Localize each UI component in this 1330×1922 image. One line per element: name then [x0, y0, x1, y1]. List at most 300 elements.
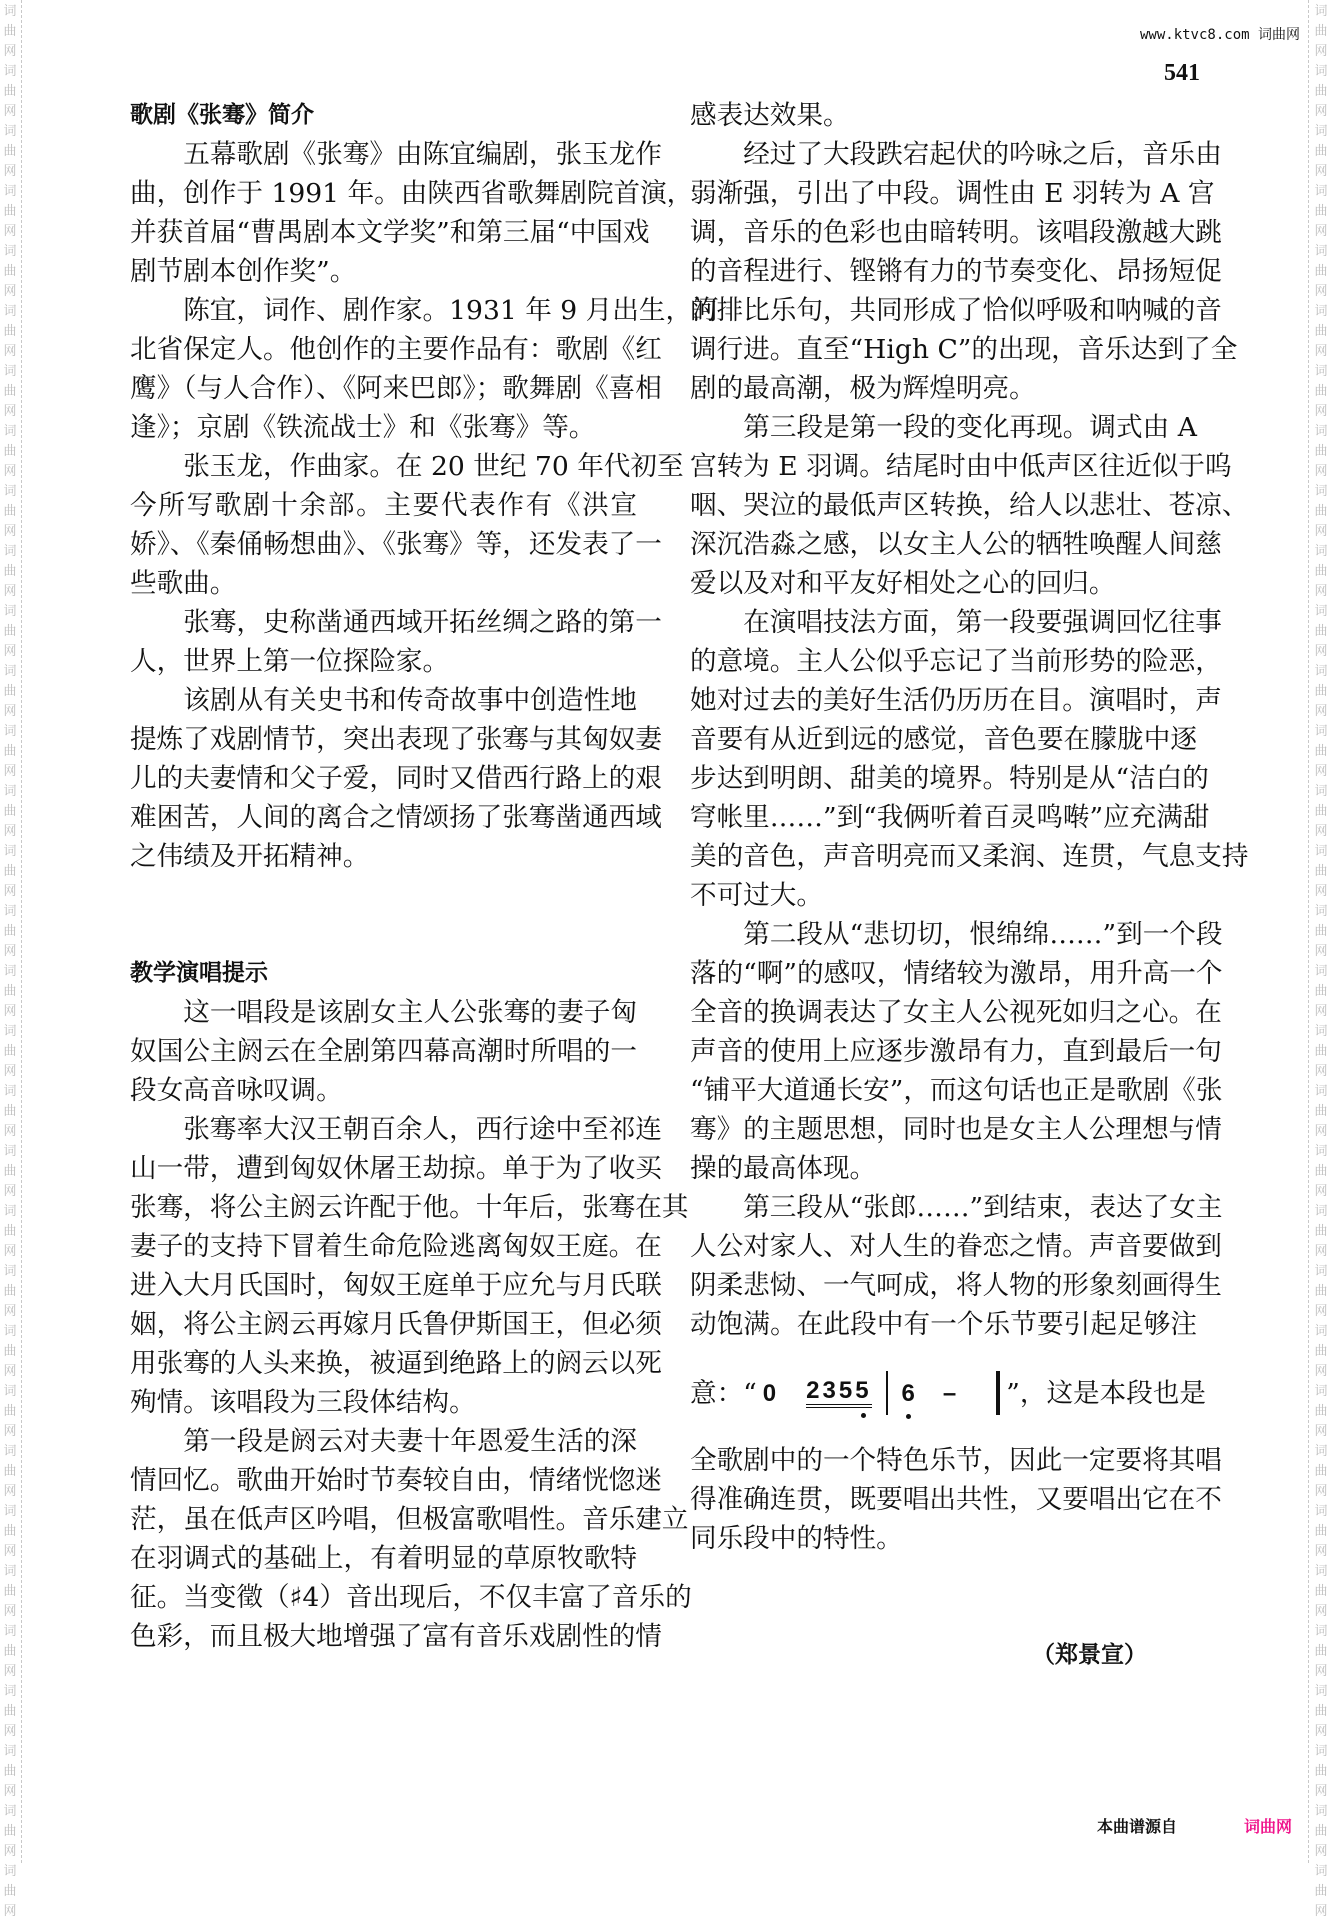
- text-line: 步达到明朗、甜美的境界。特别是从“洁白的: [690, 763, 1209, 794]
- text-line: 用张骞的人头来换，被逼到绝路上的阏云以死: [130, 1348, 662, 1379]
- watermark-char: 曲: [1314, 504, 1328, 519]
- bar-line: [886, 1371, 888, 1415]
- watermark-char: 曲: [1314, 864, 1328, 879]
- text-line: 的排比乐句，共同形成了恰似呼吸和呐喊的音: [690, 295, 1222, 326]
- watermark-char: 曲: [1314, 1404, 1328, 1419]
- watermark-char: 网: [1314, 1844, 1328, 1859]
- watermark-char: 词: [3, 1864, 17, 1879]
- watermark-char: 网: [1314, 1784, 1328, 1799]
- watermark-char: 曲: [3, 564, 17, 579]
- text-line: 调行进。直至“High C”的出现，音乐达到了全: [690, 334, 1238, 365]
- watermark-char: 词: [1314, 1024, 1328, 1039]
- watermark-char: 网: [3, 464, 17, 479]
- watermark-char: 曲: [3, 924, 17, 939]
- watermark-char: 网: [1314, 104, 1328, 119]
- watermark-char: 曲: [3, 264, 17, 279]
- watermark-char: 词: [1314, 484, 1328, 499]
- text-line: 些歌曲。: [130, 568, 237, 599]
- watermark-char: 网: [1314, 1664, 1328, 1679]
- text-line: 深沉浩淼之感，以女主人公的牺牲唤醒人间慈: [690, 529, 1222, 560]
- text-line: 殉情。该唱段为三段体结构。: [130, 1387, 476, 1418]
- text-line: 色彩，而且极大地增强了富有音乐戏剧性的情: [130, 1621, 662, 1652]
- watermark-char: 词: [1314, 364, 1328, 379]
- text-line: 落的“啊”的感叹，情绪较为激昂，用升高一个: [690, 958, 1223, 989]
- watermark-char: 词: [3, 304, 17, 319]
- watermark-char: 词: [1314, 964, 1328, 979]
- watermark-char: 网: [1314, 524, 1328, 539]
- watermark-char: 曲: [1314, 744, 1328, 759]
- watermark-char: 网: [1314, 344, 1328, 359]
- text-line: 爱以及对和平友好相处之心的回归。: [690, 568, 1116, 599]
- sustain-dash: –: [942, 1379, 957, 1407]
- watermark-char: 网: [1314, 464, 1328, 479]
- watermark-char: 网: [3, 1844, 17, 1859]
- watermark-char: 网: [1314, 1544, 1328, 1559]
- spacer: [130, 876, 637, 954]
- text-line: 该剧从有关史书和传奇故事中创造性地: [183, 685, 637, 716]
- watermark-char: 曲: [1314, 1584, 1328, 1599]
- text-line: 的意境。主人公似乎忘记了当前形势的险恶，: [690, 646, 1222, 677]
- watermark-char: 词: [3, 64, 17, 79]
- watermark-char: 曲: [1314, 384, 1328, 399]
- page-number: 541: [1164, 60, 1200, 86]
- paragraph: [690, 135, 1238, 408]
- watermark-char: 曲: [3, 1104, 17, 1119]
- watermark-char: 词: [3, 964, 17, 979]
- text-line: 动饱满。在此段中有一个乐节要引起足够注: [690, 1309, 1197, 1340]
- text-line: 剧的最高潮，极为辉煌明亮。: [690, 373, 1036, 404]
- section-heading: 歌剧《张骞》简介: [130, 102, 314, 128]
- watermark-char: 网: [1314, 584, 1328, 599]
- watermark-char: 曲: [3, 1884, 17, 1899]
- rest-note: 0: [762, 1379, 777, 1407]
- watermark-char: 网: [1314, 764, 1328, 779]
- left-watermark-strip: [0, 0, 20, 1919]
- watermark-char: 词: [3, 844, 17, 859]
- watermark-char: 词: [1314, 604, 1328, 619]
- watermark-char: 词: [1314, 1204, 1328, 1219]
- watermark-char: 词: [3, 244, 17, 259]
- notation-line: [690, 1354, 1207, 1432]
- text-line: 调，音乐的色彩也由暗转明。该唱段激越大跳: [690, 217, 1222, 248]
- watermark-char: 词: [3, 1024, 17, 1039]
- watermark-char: 网: [3, 164, 17, 179]
- watermark-char: 曲: [1314, 924, 1328, 939]
- watermark-char: 词: [1314, 124, 1328, 139]
- text-line: 段女高音咏叹调。: [130, 1075, 343, 1106]
- text-line: 情回忆。歌曲开始时节奏较自由，情绪恍惚迷: [130, 1465, 662, 1496]
- right-column: [690, 96, 1249, 1675]
- watermark-char: 词: [3, 1744, 17, 1759]
- paragraph: [690, 408, 1249, 603]
- watermark-char: 曲: [1314, 324, 1328, 339]
- watermark-char: 词: [3, 484, 17, 499]
- paragraph: [690, 96, 1197, 135]
- watermark-char: 曲: [1314, 444, 1328, 459]
- watermark-char: 词: [1314, 544, 1328, 559]
- watermark-char: 网: [3, 1724, 17, 1739]
- watermark-char: 网: [3, 1424, 17, 1439]
- watermark-char: 网: [1314, 824, 1328, 839]
- watermark-char: 词: [1314, 1264, 1328, 1279]
- watermark-char: 网: [1314, 1304, 1328, 1319]
- text-line: 人公对家人、对人生的眷恋之情。声音要做到: [690, 1231, 1222, 1262]
- watermark-char: 网: [1314, 644, 1328, 659]
- watermark-char: 词: [1314, 724, 1328, 739]
- watermark-char: 词: [3, 364, 17, 379]
- paragraph: [130, 291, 719, 447]
- watermark-char: 词: [3, 1324, 17, 1339]
- watermark-char: 曲: [3, 1464, 17, 1479]
- watermark-char: 词: [1314, 184, 1328, 199]
- watermark-char: 词: [1314, 304, 1328, 319]
- watermark-char: 曲: [3, 1044, 17, 1059]
- watermark-char: 曲: [1314, 624, 1328, 639]
- paragraph: [130, 447, 684, 603]
- watermark-char: 词: [1314, 1444, 1328, 1459]
- watermark-char: 词: [3, 1564, 17, 1579]
- watermark-char: 网: [1314, 224, 1328, 239]
- text-line: 之伟绩及开拓精神。: [130, 841, 370, 872]
- watermark-char: 词: [1314, 1684, 1328, 1699]
- watermark-char: 网: [3, 1304, 17, 1319]
- paragraph: [130, 1110, 689, 1422]
- watermark-char: 曲: [3, 1584, 17, 1599]
- watermark-char: 曲: [3, 624, 17, 639]
- watermark-char: 词: [1314, 1084, 1328, 1099]
- paragraph: [690, 915, 1223, 1188]
- watermark-char: 曲: [3, 684, 17, 699]
- watermark-char: 网: [1314, 1124, 1328, 1139]
- watermark-char: 网: [3, 404, 17, 419]
- watermark-char: 网: [3, 1364, 17, 1379]
- watermark-char: 曲: [3, 1704, 17, 1719]
- watermark-char: 词: [3, 184, 17, 199]
- watermark-char: 曲: [1314, 1644, 1328, 1659]
- notation-prefix: 意：“: [690, 1377, 757, 1409]
- watermark-char: 网: [3, 1124, 17, 1139]
- site-name: 词曲网: [1258, 27, 1300, 43]
- watermark-char: 曲: [1314, 144, 1328, 159]
- watermark-char: 词: [3, 1084, 17, 1099]
- text-line: 第三段是第一段的变化再现。调式由 A: [743, 412, 1197, 443]
- text-line: 娇》、《秦俑畅想曲》、《张骞》等，还发表了一: [130, 529, 662, 560]
- watermark-char: 网: [1314, 1604, 1328, 1619]
- sixteenth-note-run: 2355: [806, 1378, 871, 1408]
- watermark-char: 词: [1314, 64, 1328, 79]
- watermark-char: 网: [3, 1904, 17, 1919]
- watermark-char: 曲: [3, 384, 17, 399]
- watermark-char: 曲: [3, 1404, 17, 1419]
- text-line: 儿的夫妻情和父子爱，同时又借西行路上的艰: [130, 763, 662, 794]
- watermark-char: 网: [1314, 164, 1328, 179]
- watermark-char: 词: [3, 1624, 17, 1639]
- watermark-char: 网: [1314, 1004, 1328, 1019]
- watermark-char: 词: [3, 664, 17, 679]
- watermark-char: 曲: [1314, 1884, 1328, 1899]
- watermark-char: 网: [3, 1784, 17, 1799]
- watermark-char: 曲: [3, 1644, 17, 1659]
- watermark-char: 网: [3, 344, 17, 359]
- paragraph: [690, 1188, 1223, 1344]
- text-line: 阴柔悲恸、一气呵成，将人物的形象刻画得生: [690, 1270, 1222, 1301]
- watermark-char: 曲: [3, 1344, 17, 1359]
- watermark-char: 网: [3, 584, 17, 599]
- watermark-char: 网: [1314, 1724, 1328, 1739]
- watermark-char: 词: [3, 1684, 17, 1699]
- watermark-char: 曲: [1314, 264, 1328, 279]
- text-line: 征。当变徵（♯4）音出现后，不仅丰富了音乐的: [130, 1582, 692, 1613]
- watermark-char: 网: [1314, 404, 1328, 419]
- text-line: 人，世界上第一位探险家。: [130, 646, 450, 677]
- watermark-char: 曲: [3, 144, 17, 159]
- watermark-char: 词: [1314, 1624, 1328, 1639]
- text-line: 北省保定人。他创作的主要作品有：歌剧《红: [130, 334, 662, 365]
- paragraph: [690, 1441, 1222, 1558]
- watermark-char: 网: [1314, 1484, 1328, 1499]
- watermark-char: 曲: [1314, 84, 1328, 99]
- watermark-char: 曲: [3, 1284, 17, 1299]
- watermark-char: 曲: [3, 744, 17, 759]
- text-line: 全音的换调表达了女主人公视死如归之心。在: [690, 997, 1222, 1028]
- text-line: 姻，将公主阏云再嫁月氏鲁伊斯国王，但必须: [130, 1309, 662, 1340]
- watermark-char: 曲: [3, 1224, 17, 1239]
- watermark-char: 网: [3, 944, 17, 959]
- watermark-char: 曲: [3, 984, 17, 999]
- watermark-char: 曲: [3, 24, 17, 39]
- watermark-char: 网: [1314, 44, 1328, 59]
- text-line: 不可过大。: [690, 880, 823, 911]
- notation-suffix: ”，这是本段也是: [1006, 1377, 1207, 1409]
- text-line: 这一唱段是该剧女主人公张骞的妻子匈: [183, 997, 637, 1028]
- text-line: 奴国公主阏云在全剧第四幕高潮时所唱的一: [130, 1036, 637, 1067]
- watermark-char: 词: [3, 124, 17, 139]
- watermark-char: 曲: [3, 804, 17, 819]
- text-line: 剧节剧本创作奖”。: [130, 256, 357, 287]
- watermark-char: 曲: [1314, 684, 1328, 699]
- left-column: [130, 96, 719, 1656]
- watermark-char: 词: [3, 1804, 17, 1819]
- text-line: 逢》；京剧《铁流战士》和《张骞》等。: [130, 412, 596, 443]
- watermark-char: 曲: [1314, 804, 1328, 819]
- text-line: 曲，创作于 1991 年。由陕西省歌舞剧院首演，: [130, 178, 694, 209]
- watermark-char: 曲: [3, 1824, 17, 1839]
- text-line: 骞》的主题思想，同时也是女主人公理想与情: [690, 1114, 1222, 1145]
- watermark-char: 词: [3, 904, 17, 919]
- watermark-char: 曲: [1314, 1464, 1328, 1479]
- text-line: 经过了大段跌宕起伏的吟咏之后，音乐由: [743, 139, 1222, 170]
- watermark-char: 网: [3, 1004, 17, 1019]
- text-line: 陈宜，词作、剧作家。1931 年 9 月出生，河: [183, 295, 719, 326]
- watermark-char: 词: [1314, 1564, 1328, 1579]
- watermark-char: 曲: [1314, 24, 1328, 39]
- section-heading: 教学演唱提示: [130, 960, 268, 986]
- watermark-char: 曲: [3, 504, 17, 519]
- text-line: 进入大月氏国时，匈奴王庭单于应允与月氏联: [130, 1270, 662, 1301]
- text-line: 第一段是阏云对夫妻十年恩爱生活的深: [183, 1426, 637, 1457]
- watermark-char: 词: [3, 724, 17, 739]
- watermark-char: 词: [1314, 1324, 1328, 1339]
- watermark-char: 曲: [3, 864, 17, 879]
- paragraph: [130, 135, 694, 291]
- watermark-char: 网: [1314, 1064, 1328, 1079]
- watermark-char: 词: [3, 1384, 17, 1399]
- watermark-char: 曲: [3, 1524, 17, 1539]
- watermark-char: 网: [3, 1484, 17, 1499]
- watermark-char: 曲: [1314, 1524, 1328, 1539]
- text-line: 在演唱技法方面，第一段要强调回忆往事: [743, 607, 1222, 638]
- text-line: 难困苦，人间的离合之情颂扬了张骞凿通西域: [130, 802, 662, 833]
- text-line: 操的最高体现。: [690, 1153, 877, 1184]
- watermark-char: 网: [3, 104, 17, 119]
- watermark-char: 曲: [3, 444, 17, 459]
- watermark-char: 词: [1314, 844, 1328, 859]
- watermark-char: 网: [3, 824, 17, 839]
- watermark-char: 曲: [1314, 1284, 1328, 1299]
- paragraph: [130, 681, 662, 876]
- watermark-char: 曲: [3, 1164, 17, 1179]
- watermark-char: 网: [1314, 1904, 1328, 1919]
- watermark-char: 曲: [3, 324, 17, 339]
- text-line: 的音程进行、铿锵有力的节奏变化、昂扬短促: [690, 256, 1222, 287]
- watermark-char: 曲: [1314, 1824, 1328, 1839]
- site-header: [1140, 24, 1300, 44]
- watermark-char: 网: [3, 1244, 17, 1259]
- text-line: 全歌剧中的一个特色乐节，因此一定要将其唱: [690, 1445, 1222, 1476]
- text-line: 咽、哭泣的最低声区转换，给人以悲壮、苍凉、: [690, 490, 1249, 521]
- text-line: 张玉龙，作曲家。在 20 世纪 70 年代初至: [183, 451, 684, 482]
- low-six-note: 6: [902, 1374, 915, 1413]
- watermark-char: 词: [1314, 664, 1328, 679]
- watermark-char: 词: [1314, 1144, 1328, 1159]
- watermark-char: 网: [1314, 704, 1328, 719]
- watermark-char: 网: [3, 284, 17, 299]
- text-line: 得准确连贯，既要唱出共性，又要唱出它在不: [690, 1484, 1222, 1515]
- watermark-char: 曲: [3, 84, 17, 99]
- text-line: 今所写歌剧十余部。主要代表作有《洪宣: [130, 490, 637, 521]
- watermark-char: 网: [3, 1064, 17, 1079]
- paragraph: [130, 1422, 692, 1656]
- text-line: 弱渐强，引出了中段。调性由 E 羽转为 A 宫: [690, 178, 1215, 209]
- watermark-char: 词: [1314, 244, 1328, 259]
- watermark-char: 网: [1314, 1184, 1328, 1199]
- paragraph: [130, 603, 662, 681]
- text-line: 穹帐里……”到“我俩听着百灵鸣啭”应充满甜: [690, 802, 1210, 833]
- watermark-char: 网: [3, 1664, 17, 1679]
- watermark-char: 词: [1314, 1384, 1328, 1399]
- text-line: 第二段从“悲切切，恨绵绵……”到一个段: [743, 919, 1223, 950]
- watermark-char: 曲: [3, 204, 17, 219]
- watermark-char: 词: [3, 424, 17, 439]
- watermark-char: 曲: [1314, 1104, 1328, 1119]
- text-line: “铺平大道通长安”，而这句话也正是歌剧《张: [690, 1075, 1223, 1106]
- watermark-char: 曲: [1314, 1704, 1328, 1719]
- watermark-char: 网: [1314, 944, 1328, 959]
- text-line: 宫转为 E 羽调。结尾时由中低声区往近似于呜: [690, 451, 1232, 482]
- watermark-char: 词: [1314, 4, 1328, 19]
- author-signature: （郑景宣）: [1032, 1642, 1147, 1668]
- watermark-char: 曲: [1314, 1764, 1328, 1779]
- watermark-char: 词: [3, 1144, 17, 1159]
- watermark-char: 网: [3, 644, 17, 659]
- paragraph: [130, 993, 637, 1110]
- watermark-char: 网: [1314, 284, 1328, 299]
- right-dashed-divider: [1308, 0, 1309, 1863]
- double-bar-line: [996, 1371, 1000, 1415]
- watermark-char: 网: [3, 1544, 17, 1559]
- left-dashed-divider: [21, 0, 22, 1863]
- watermark-char: 词: [1314, 1864, 1328, 1879]
- watermark-char: 曲: [1314, 1044, 1328, 1059]
- text-line: 美的音色，声音明亮而又柔润、连贯，气息支持: [690, 841, 1249, 872]
- watermark-char: 网: [3, 524, 17, 539]
- watermark-char: 网: [1314, 1364, 1328, 1379]
- text-line: 张骞，史称凿通西域开拓丝绸之路的第一: [183, 607, 662, 638]
- low-octave-dot: [861, 1413, 866, 1418]
- site-url: www.ktvc8.com: [1139, 27, 1250, 43]
- footer-source-site: 词曲网: [1244, 1817, 1293, 1836]
- watermark-char: 曲: [1314, 984, 1328, 999]
- watermark-char: 词: [1314, 1804, 1328, 1819]
- text-line: 感表达效果。: [690, 100, 850, 131]
- watermark-char: 曲: [1314, 1344, 1328, 1359]
- watermark-char: 网: [1314, 884, 1328, 899]
- watermark-char: 词: [3, 1504, 17, 1519]
- watermark-char: 网: [3, 884, 17, 899]
- text-line: 山一带，遭到匈奴休屠王劫掠。单于为了收买: [130, 1153, 662, 1184]
- watermark-char: 网: [1314, 1424, 1328, 1439]
- watermark-char: 网: [3, 764, 17, 779]
- watermark-char: 曲: [1314, 564, 1328, 579]
- watermark-char: 词: [3, 4, 17, 19]
- watermark-char: 词: [3, 1204, 17, 1219]
- text-line: 张骞，将公主阏云许配于他。十年后，张骞在其: [130, 1192, 689, 1223]
- watermark-char: 词: [1314, 784, 1328, 799]
- text-line: 鹰》（与人合作）、《阿来巴郎》；歌舞剧《喜相: [130, 373, 662, 404]
- text-line: 茫，虽在低声区吟唱，但极富歌唱性。音乐建立: [130, 1504, 689, 1535]
- watermark-char: 网: [3, 1604, 17, 1619]
- paragraph: [690, 603, 1249, 915]
- watermark-char: 网: [3, 224, 17, 239]
- watermark-char: 词: [3, 1444, 17, 1459]
- text-line: 在羽调式的基础上，有着明显的草原牧歌特: [130, 1543, 637, 1574]
- text-line: 妻子的支持下冒着生命危险逃离匈奴王庭。在: [130, 1231, 662, 1262]
- watermark-char: 词: [1314, 424, 1328, 439]
- text-line: 声音的使用上应逐步激昂有力，直到最后一句: [690, 1036, 1222, 1067]
- watermark-char: 曲: [1314, 1164, 1328, 1179]
- watermark-char: 曲: [1314, 1224, 1328, 1239]
- text-line: 并获首届“曹禺剧本文学奖”和第三届“中国戏: [130, 217, 650, 248]
- watermark-char: 词: [1314, 1744, 1328, 1759]
- watermark-char: 网: [1314, 1244, 1328, 1259]
- watermark-char: 网: [3, 704, 17, 719]
- text-line: 五幕歌剧《张骞》由陈宜编剧，张玉龙作: [183, 139, 662, 170]
- watermark-char: 词: [3, 1264, 17, 1279]
- low-octave-dot: [906, 1414, 911, 1419]
- watermark-char: 网: [3, 1184, 17, 1199]
- watermark-char: 曲: [1314, 204, 1328, 219]
- watermark-char: 词: [3, 784, 17, 799]
- text-line: 她对过去的美好生活仍历历在目。演唱时，声: [690, 685, 1222, 716]
- watermark-char: 曲: [3, 1764, 17, 1779]
- text-line: 提炼了戏剧情节，突出表现了张骞与其匈奴妻: [130, 724, 662, 755]
- text-line: 音要有从近到远的感觉，音色要在朦胧中逐: [690, 724, 1197, 755]
- footer-source-label: 本曲谱源自: [1097, 1817, 1178, 1836]
- text-line: 张骞率大汉王朝百余人，西行途中至祁连: [183, 1114, 662, 1145]
- watermark-char: 网: [3, 44, 17, 59]
- text-line: 同乐段中的特性。: [690, 1523, 903, 1554]
- spacer: [690, 1558, 1197, 1636]
